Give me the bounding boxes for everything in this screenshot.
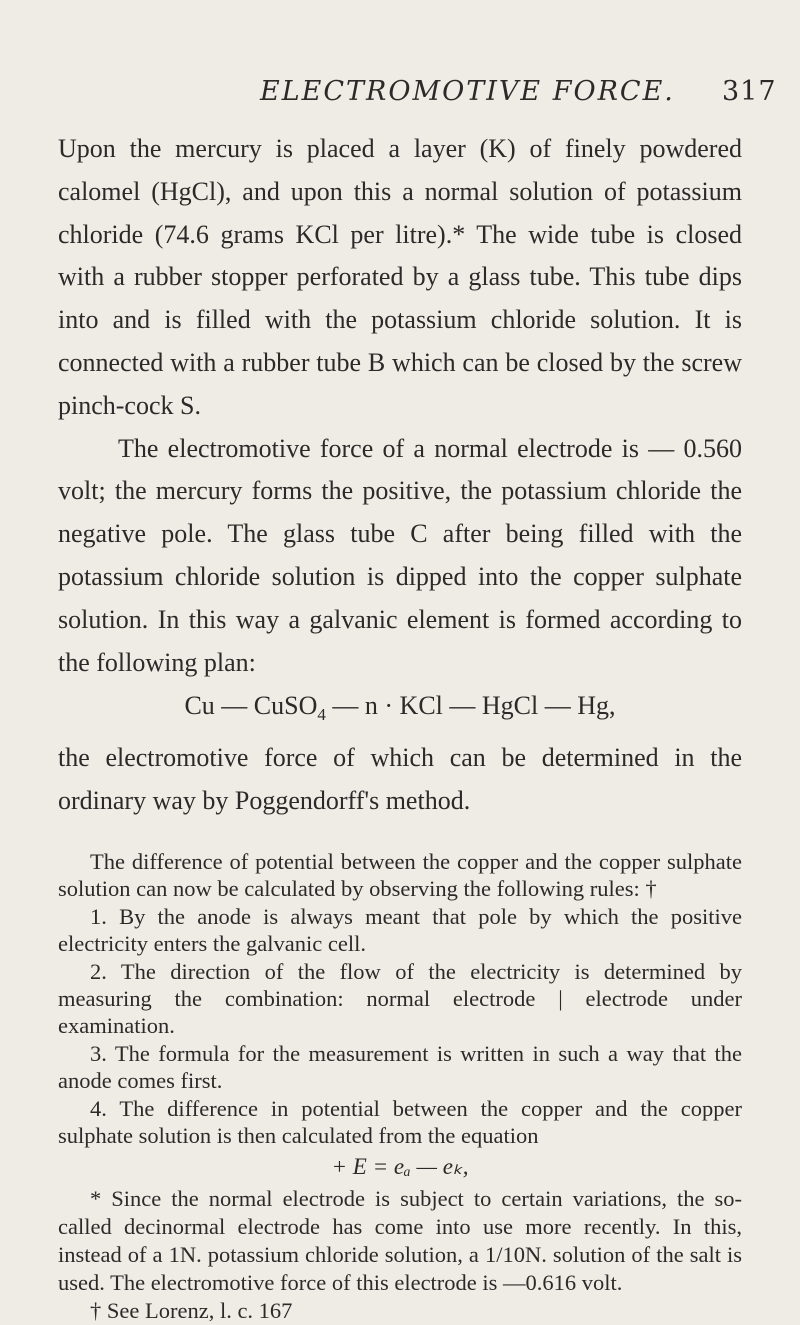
- rules-and-footnotes: [58, 848, 742, 1325]
- paragraph-normal-electrode: The electromotive force of a normal electrode is — 0.560 volt; the mercury forms the positive, the potassium chloride the negative pole. The glass tube C after being filled with the potassium chloride solution is dipped into the copper sulphate solution. In this way a galvanic element is formed according to the following plan:: [58, 433, 742, 677]
- footnotes: [58, 1185, 742, 1325]
- rules-intro: The difference of potential between the copper and the copper sulphate solution can now be calculated by observing the following rules: †: [58, 849, 742, 902]
- page-number: 317: [722, 76, 777, 107]
- running-title: ELECTROMOTIVE FORCE.: [260, 76, 675, 107]
- formula-subscript: 4: [317, 705, 326, 725]
- footnote-decinormal: * Since the normal electrode is subject to certain variations, the so-called decinormal electrode has come into use more recently. In this, instead of a 1N. potassium chloride solution, a 1/10N. solution of the salt is used. The electromotive force of this electrode is —0.616 volt.: [58, 1186, 742, 1296]
- formula-left: Cu — CuSO: [184, 691, 318, 721]
- paragraph-calomel: Upon the mercury is placed a layer (K) of finely powdered calomel (HgCl), and upon this a normal solution of potassium chloride (74.6 grams KCl per litre).* The wide tube is closed with a rubber stopper perforated by a glass tube. This tube dips into and is filled with the potassium chloride solution. It is connected with a rubber tube B which can be closed by the screw pinch-cock S.: [58, 134, 742, 420]
- formula-right: — n · KCl — HgCl — Hg,: [325, 691, 616, 721]
- paragraph-poggendorff: the electromotive force of which can be determined in the ordinary way by Poggendorff's method.: [58, 743, 742, 816]
- rules-section: [58, 848, 742, 1185]
- main-text: [58, 128, 742, 823]
- rule-item: 1. By the anode is always meant that pole by which the positive electricity enters the galvanic cell.: [58, 903, 742, 957]
- page-header: [0, 76, 800, 116]
- rule-item: 2. The direction of the flow of the electricity is determined by measuring the combination: normal electrode | electrode under examination.: [58, 958, 742, 1039]
- cell-formula: [58, 684, 742, 737]
- footnote-lorenz: † See Lorenz, l. c. 167: [90, 1298, 293, 1324]
- rule-item: 3. The formula for the measurement is written in such a way that the anode comes first.: [58, 1040, 742, 1094]
- rule-item: 4. The difference in potential between the copper and the copper sulphate solution is then calculated from the equation: [58, 1095, 742, 1149]
- potential-equation: + E = eₐ — eₖ,: [331, 1154, 469, 1180]
